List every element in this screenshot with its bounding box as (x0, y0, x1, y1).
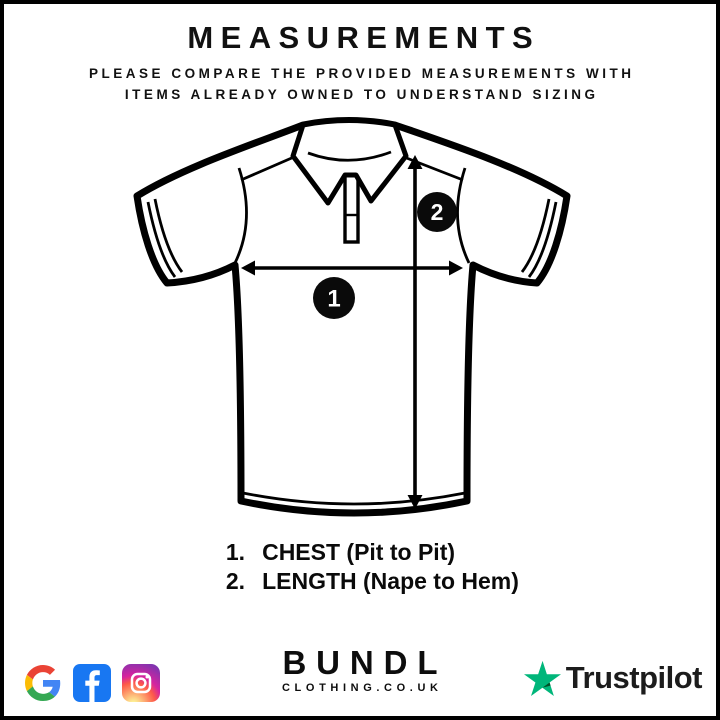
instagram-icon (122, 664, 160, 702)
legend-label: CHEST (Pit to Pit) (262, 539, 456, 565)
legend-number: 2. (225, 568, 246, 594)
shirt-placket (345, 174, 358, 242)
brand-domain: CLOTHING.CO.UK (281, 682, 443, 694)
facebook-icon (73, 664, 111, 702)
polo-shirt-diagram (4, 4, 716, 716)
chest-marker-number: 1 (327, 285, 341, 313)
trustpilot-label: Trustpilot (565, 660, 702, 695)
chest-marker-badge (313, 277, 355, 319)
legend-item-chest (215, 538, 455, 567)
brand-name: BUNDL (282, 644, 448, 681)
page-title: MEASUREMENTS (187, 20, 541, 55)
trustpilot-logo (524, 660, 702, 696)
legend-item-length (215, 567, 519, 596)
legend-label: LENGTH (Nape to Hem) (262, 568, 519, 594)
social-icons (24, 664, 160, 702)
brand-logo (273, 644, 448, 694)
subtitle-line-1: PLEASE COMPARE THE PROVIDED MEASUREMENTS WITH (89, 66, 635, 81)
legend-number: 1. (225, 539, 246, 565)
length-marker-badge (417, 192, 457, 232)
measurement-legend (4, 538, 716, 596)
legend-list (215, 538, 519, 596)
trustpilot-star-icon (524, 660, 561, 696)
length-marker-number: 2 (430, 199, 444, 225)
subtitle-line-2: ITEMS ALREADY OWNED TO UNDERSTAND SIZING (124, 87, 599, 102)
google-icon (24, 664, 62, 702)
